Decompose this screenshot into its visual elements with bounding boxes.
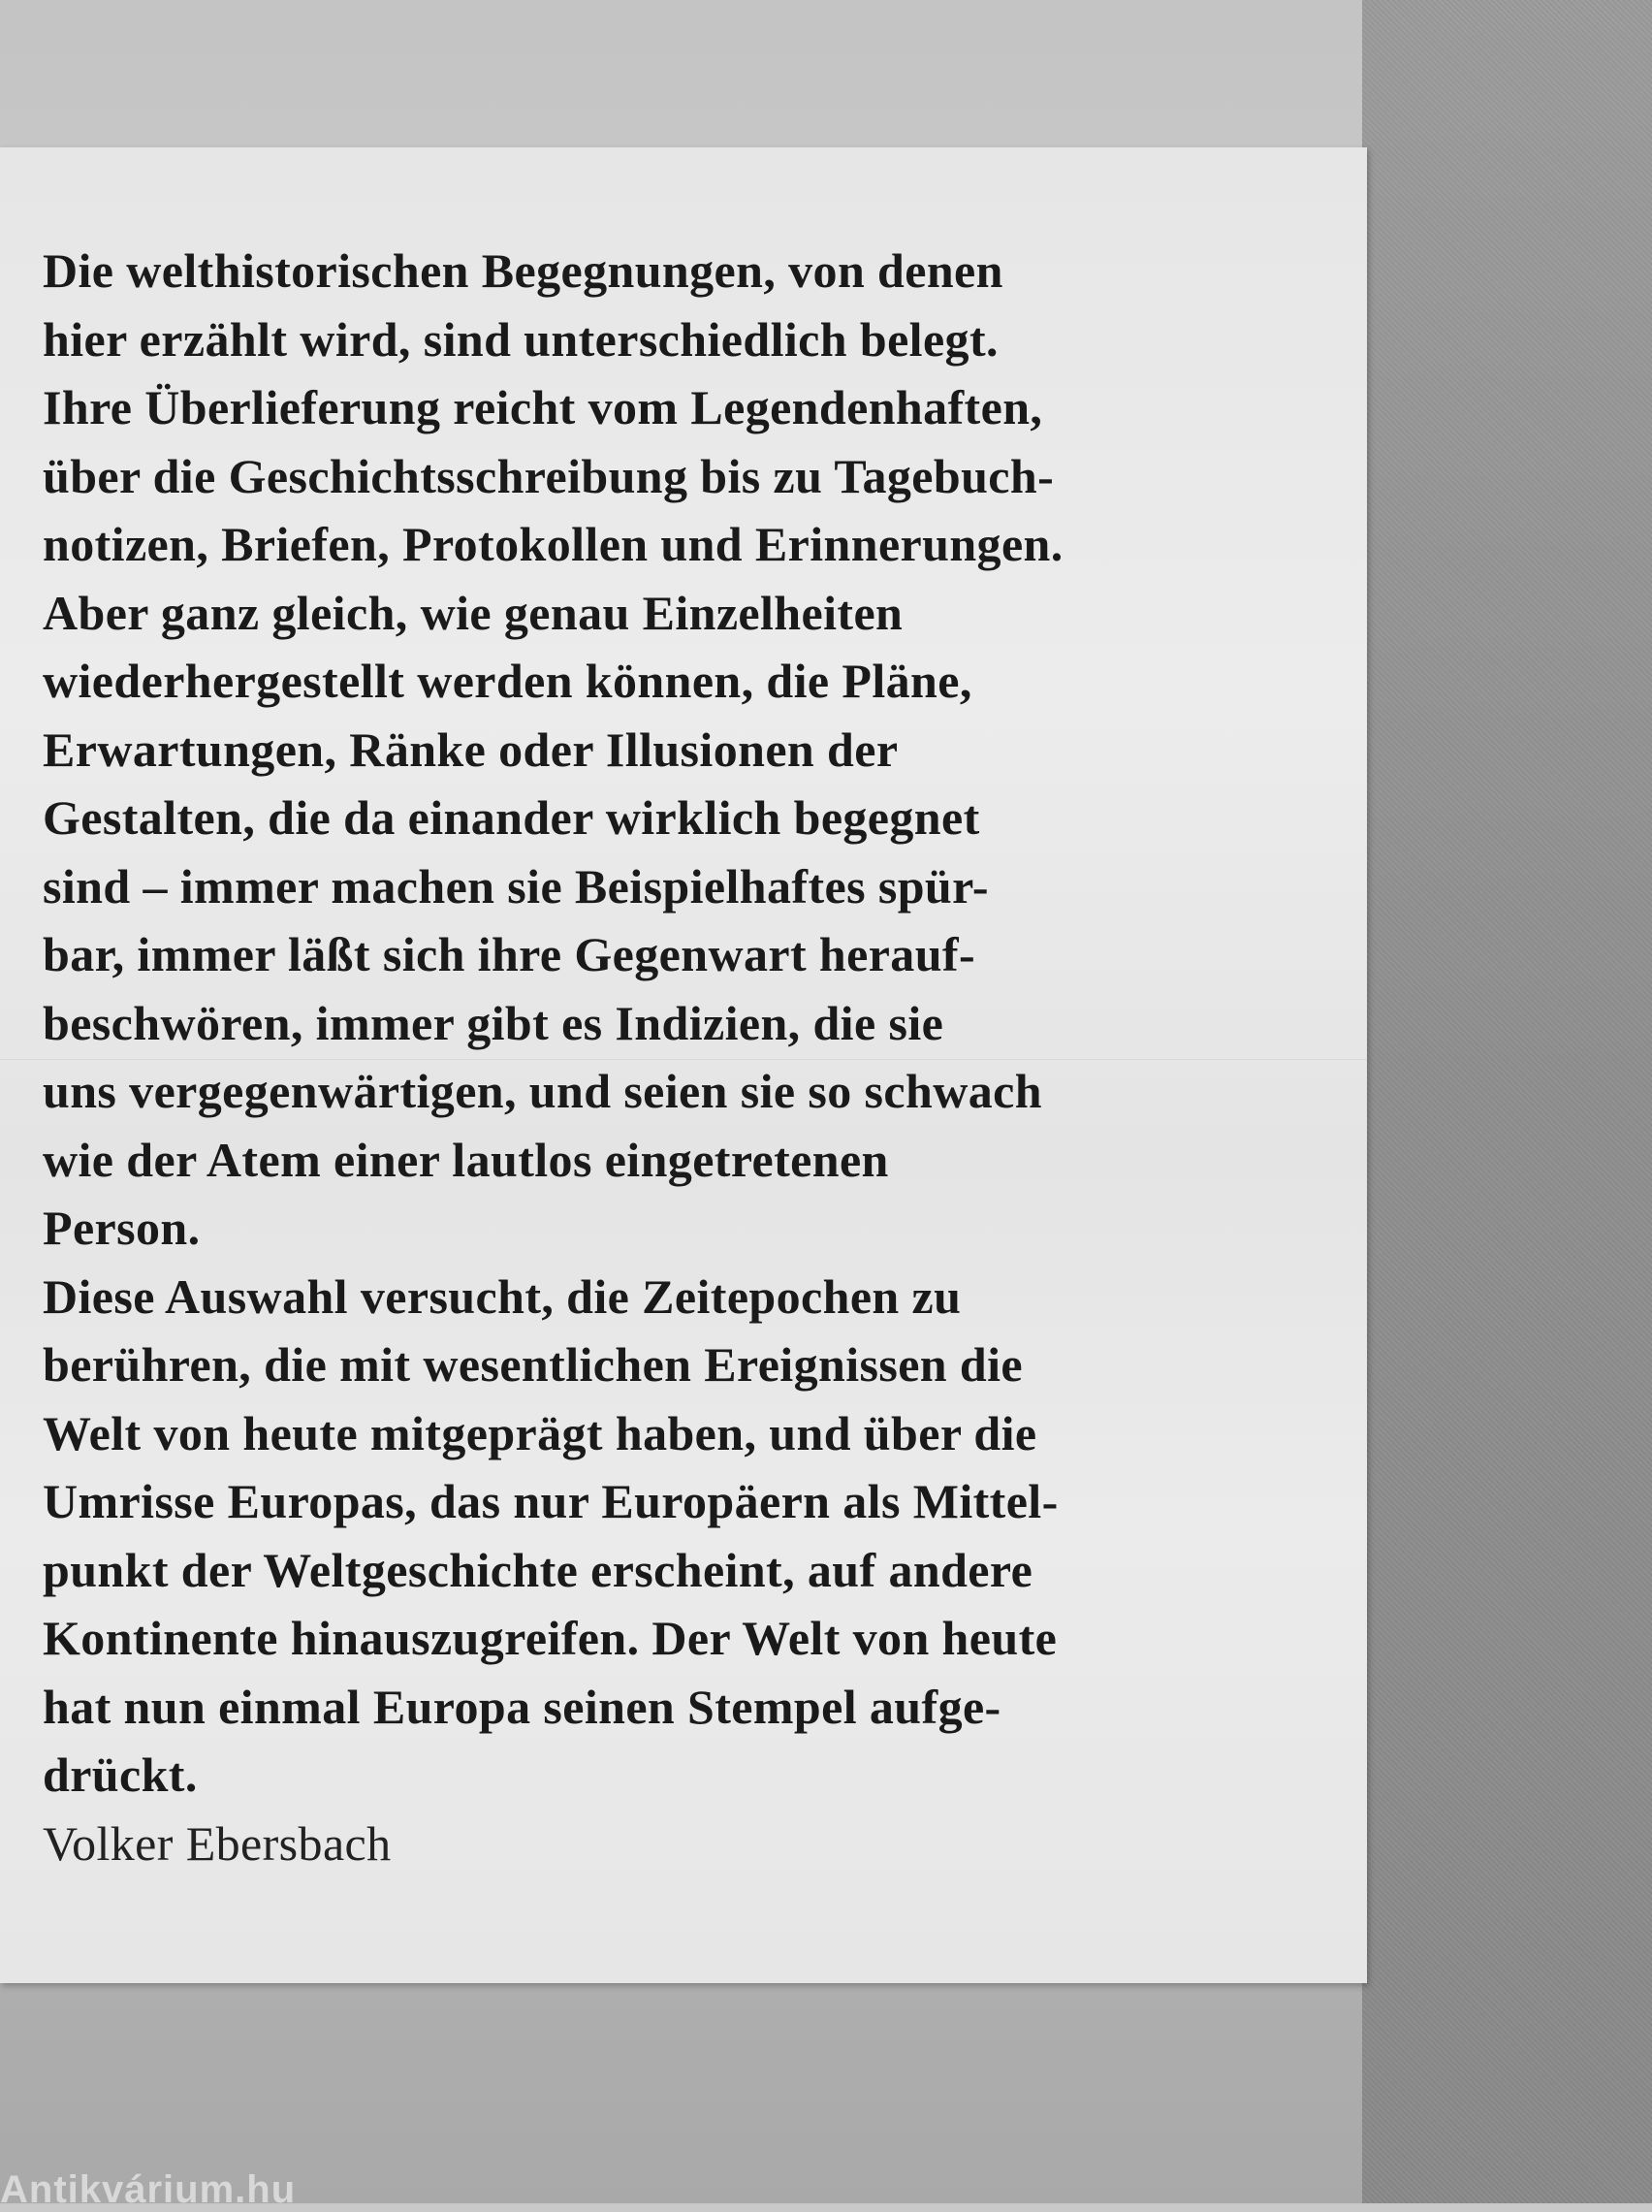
watermark-text: Antikvárium.hu — [0, 2168, 297, 2211]
blurb-line: Die welthistorischen Begegnungen, von denen — [43, 243, 1003, 298]
blurb-line: sind – immer machen sie Beispielhaftes spür- — [43, 858, 989, 914]
blurb-line: berühren, die mit wesentlichen Ereignissen die — [43, 1337, 1024, 1392]
blurb-line: wie der Atem einer lautlos eingetretenen — [43, 1132, 889, 1187]
blurb-line: Ihre Überlieferung reicht vom Legendenhaften, — [43, 380, 1043, 434]
blurb-line: wiederhergestellt werden können, die Pläne, — [43, 654, 972, 708]
blurb-line: bar, immer läßt sich ihre Gegenwart herauf- — [43, 927, 975, 981]
blurb-line: Kontinente hinauszugreifen. Der Welt von heute — [43, 1611, 1058, 1665]
blurb-line: notizen, Briefen, Protokollen und Erinnerungen. — [43, 517, 1064, 571]
blurb-line: hier erzählt wird, sind unterschiedlich belegt. — [43, 311, 999, 367]
blurb-line: punkt der Weltgeschichte erscheint, auf andere — [43, 1542, 1033, 1597]
blurb-line: drückt. — [43, 1747, 198, 1802]
blurb-line: über die Geschichtsschreibung bis zu Tagebuch- — [43, 448, 1055, 503]
blurb-line: hat nun einmal Europa seinen Stempel aufge- — [43, 1679, 1001, 1734]
blurb-line: Umrisse Europas, das nur Europäern als Mittel- — [43, 1474, 1059, 1528]
blurb-line: Gestalten, die da einander wirklich begegnet — [43, 790, 980, 845]
blurb-line: Erwartungen, Ränke oder Illusionen der — [43, 721, 899, 777]
blurb-line: beschwören, immer gibt es Indizien, die sie — [43, 995, 944, 1050]
blurb-line: Aber ganz gleich, wie genau Einzelheiten — [43, 585, 904, 640]
blurb-line: uns vergegenwärtigen, und seien sie so schwach — [43, 1064, 1042, 1118]
blurb-line: Person. — [43, 1201, 201, 1255]
blurb-line: Welt von heute mitgeprägt haben, und über die — [43, 1405, 1037, 1460]
blurb-line: Diese Auswahl versucht, die Zeitepochen zu — [43, 1268, 962, 1324]
blurb-text — [43, 237, 1342, 1877]
author-name: Volker Ebersbach — [43, 1815, 392, 1871]
background-surface — [1362, 0, 1652, 2203]
